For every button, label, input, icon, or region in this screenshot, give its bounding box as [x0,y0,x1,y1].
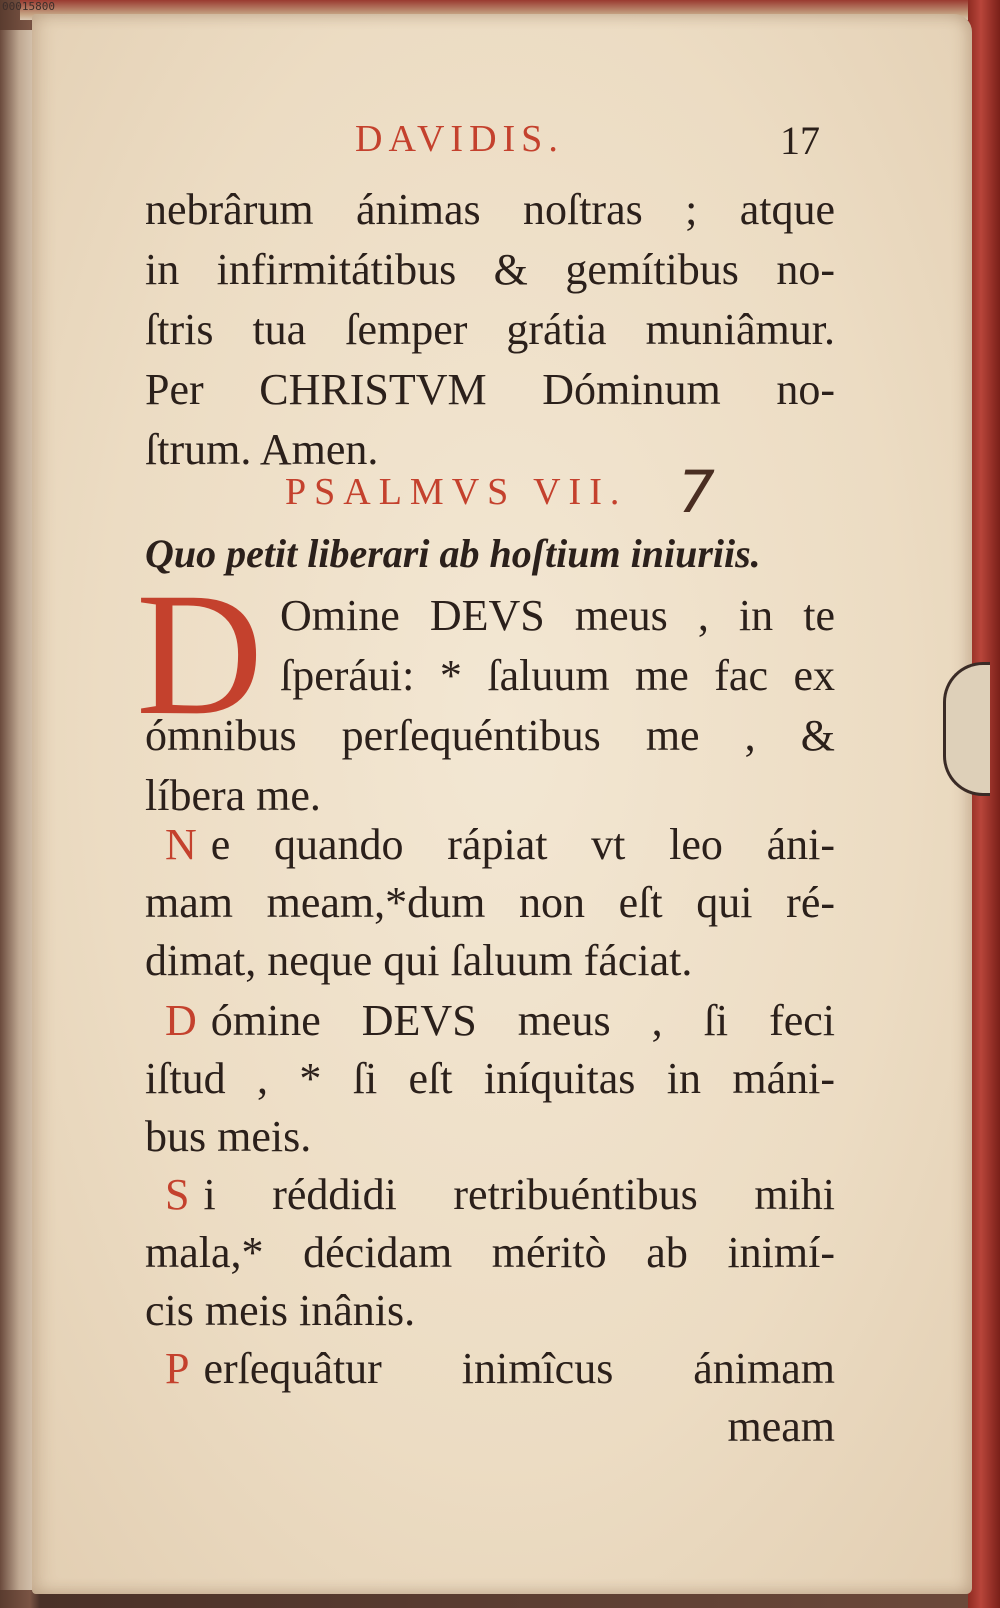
book-clasp [943,662,990,796]
text-line: dimat, neque qui ſaluum fáciat. [145,936,693,985]
verse-first-line [145,1340,835,1398]
psalm-heading: PSALMVS VII. [285,471,628,513]
text-line: in infirmitátibus & gemítibus no- [145,245,835,294]
first-verse-rest [145,706,835,826]
verse-first-line [145,992,835,1050]
psalm-subtitle: Quo petit liberari ab hoſtium iniuriis. [145,531,761,576]
text-line: Omine DEVS meus , in te [280,591,835,640]
text-line: ſtrum. Amen. [145,425,379,474]
text-line: mala,* décidam méritò ab inimí- [145,1228,835,1277]
first-verse-top [280,586,835,706]
red-initial: P [165,1344,190,1393]
text-line: nebrârum ánimas noſtras ; atque [145,185,835,234]
handwritten-number: 7 [678,458,715,526]
verse-first-line [145,1166,835,1224]
verse-3 [145,992,835,1166]
text-line: ſperáui: * ſaluum me fac ex [280,651,835,700]
text-line: mam meam,*dum non eſt qui ré- [145,878,835,927]
catchword: meam [727,1402,835,1451]
text-line: e quando rápiat vt leo áni- [210,820,835,869]
red-book-edge [968,0,1000,1608]
text-line: Per CHRISTVM Dóminum no- [145,365,835,414]
red-initial: N [165,820,197,869]
red-initial: S [165,1170,190,1219]
text-line: ómnibus perſequéntibus me , & [145,711,835,760]
verse-2 [145,816,835,990]
text-line: ſtris tua ſemper grátia muniâmur. [145,305,835,354]
verse-5 [145,1340,835,1456]
page-number: 17 [780,118,820,163]
text-line: líbera me. [145,771,321,820]
prayer-ending [145,180,835,480]
verse-first-line [145,816,835,874]
text-line: erſequâtur inimîcus ánimam [203,1344,835,1393]
corner-stamp: 00015800 [2,0,55,13]
text-line: iſtud , * ſi eſt iníquitas in máni- [145,1054,835,1103]
text-line: i réddidi retribuéntibus mihi [203,1170,835,1219]
running-head: DAVIDIS. [355,118,564,160]
red-initial: D [165,996,197,1045]
text-line: bus meis. [145,1112,312,1161]
text-line: ómine DEVS meus , ſi feci [210,996,835,1045]
drop-cap: D [136,557,264,752]
verse-4 [145,1166,835,1340]
text-line: cis meis inânis. [145,1286,416,1335]
